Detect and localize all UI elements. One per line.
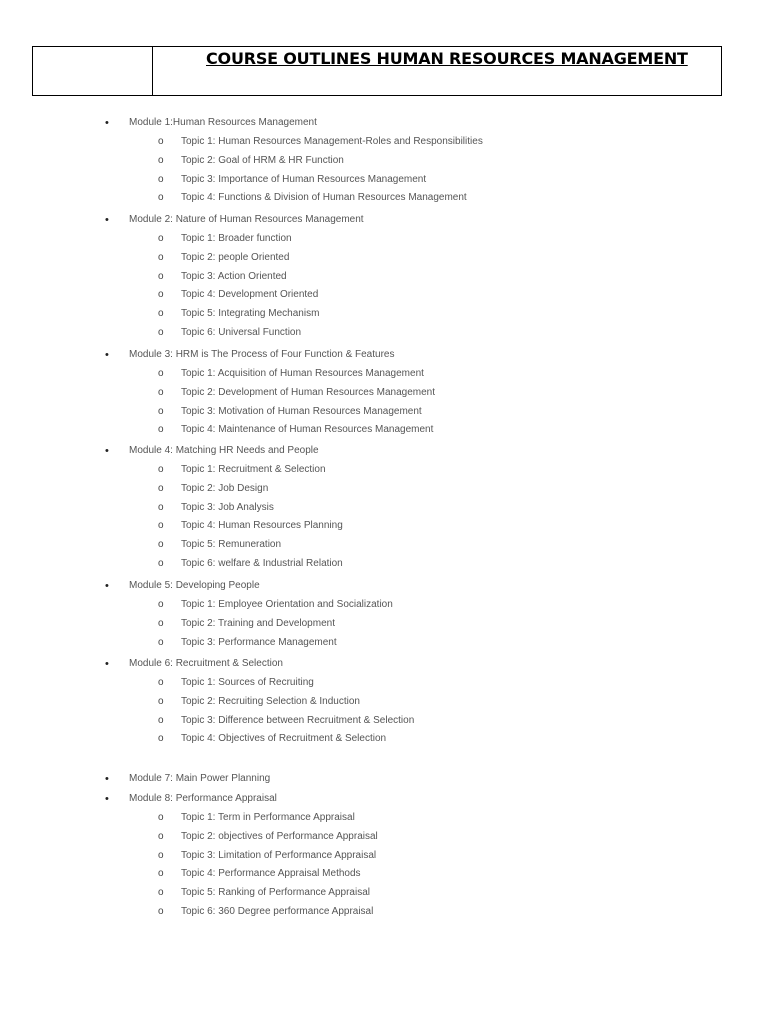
topic-item bbox=[0, 694, 768, 710]
bullet-icon: • bbox=[105, 445, 109, 457]
topic-item bbox=[0, 829, 768, 845]
topic-label: Topic 6: 360 Degree performance Appraisal bbox=[181, 906, 374, 917]
topic-item bbox=[0, 537, 768, 553]
topic-item bbox=[0, 810, 768, 826]
module-label: Module 5: Developing People bbox=[129, 580, 260, 591]
sub-bullet-icon: o bbox=[158, 464, 164, 475]
topic-label: Topic 4: Objectives of Recruitment & Selection bbox=[181, 733, 387, 745]
bullet-icon: • bbox=[105, 658, 109, 670]
module-item bbox=[0, 578, 768, 594]
topic-label: Topic 4: Performance Appraisal Methods bbox=[181, 868, 361, 880]
module-item bbox=[0, 212, 768, 228]
module-item bbox=[0, 771, 768, 787]
topic-item bbox=[0, 231, 768, 247]
sub-bullet-icon: o bbox=[158, 482, 164, 494]
topic-item bbox=[0, 848, 768, 864]
topic-item bbox=[0, 556, 768, 572]
topic-item bbox=[0, 269, 768, 285]
topic-item bbox=[0, 500, 768, 516]
topic-item bbox=[0, 597, 768, 613]
topic-label: Topic 5: Integrating Mechanism bbox=[181, 308, 320, 320]
sub-bullet-icon: o bbox=[158, 714, 164, 726]
bullet-icon: • bbox=[105, 580, 109, 592]
topic-label: Topic 2: Training and Development bbox=[181, 617, 335, 629]
module-item bbox=[0, 115, 768, 131]
sub-bullet-icon: o bbox=[158, 173, 164, 185]
topic-label: Topic 2: Job Design bbox=[181, 482, 269, 494]
topic-item bbox=[0, 731, 768, 747]
sub-bullet-icon: o bbox=[158, 289, 164, 301]
sub-bullet-icon: o bbox=[158, 368, 164, 379]
topic-label: Topic 5: Remuneration bbox=[181, 539, 282, 551]
topic-item bbox=[0, 250, 768, 266]
topic-item bbox=[0, 325, 768, 341]
module-item bbox=[0, 656, 768, 672]
sub-bullet-icon: o bbox=[158, 270, 164, 282]
topic-item bbox=[0, 635, 768, 651]
topic-label: Topic 3: Difference between Recruitment & Selection bbox=[181, 714, 415, 726]
sub-bullet-icon: o bbox=[158, 136, 164, 147]
bullet-icon: • bbox=[105, 349, 109, 361]
topic-item bbox=[0, 172, 768, 188]
sub-bullet-icon: o bbox=[158, 599, 164, 610]
topic-item bbox=[0, 481, 768, 497]
topic-label: Topic 2: Development of Human Resources Management bbox=[181, 386, 436, 398]
sub-bullet-icon: o bbox=[158, 539, 164, 551]
sub-bullet-icon: o bbox=[158, 251, 164, 263]
bullet-icon: • bbox=[105, 793, 109, 805]
topic-label: Topic 3: Importance of Human Resources Management bbox=[181, 173, 427, 185]
topic-item bbox=[0, 904, 768, 920]
topic-label: Topic 1: Recruitment & Selection bbox=[181, 464, 326, 475]
topic-item bbox=[0, 518, 768, 534]
module-label: Module 4: Matching HR Needs and People bbox=[129, 445, 319, 456]
topic-label: Topic 3: Motivation of Human Resources Management bbox=[181, 405, 422, 417]
sub-bullet-icon: o bbox=[158, 812, 164, 823]
topic-label: Topic 2: people Oriented bbox=[181, 251, 290, 263]
module-item bbox=[0, 443, 768, 459]
sub-bullet-icon: o bbox=[158, 501, 164, 513]
topic-item bbox=[0, 190, 768, 206]
topic-item bbox=[0, 153, 768, 169]
sub-bullet-icon: o bbox=[158, 558, 164, 569]
topic-label: Topic 4: Human Resources Planning bbox=[181, 520, 343, 532]
topic-item bbox=[0, 885, 768, 901]
sub-bullet-icon: o bbox=[158, 233, 164, 244]
topic-label: Topic 4: Functions & Division of Human Resources Management bbox=[181, 192, 467, 204]
sub-bullet-icon: o bbox=[158, 405, 164, 417]
topic-item bbox=[0, 616, 768, 632]
topic-label: Topic 4: Development Oriented bbox=[181, 289, 319, 301]
module-label: Module 3: HRM is The Process of Four Function & Features bbox=[129, 349, 395, 360]
topic-label: Topic 1: Employee Orientation and Socialization bbox=[181, 599, 393, 610]
topic-label: Topic 1: Acquisition of Human Resources Management bbox=[181, 368, 424, 379]
topic-label: Topic 1: Term in Performance Appraisal bbox=[181, 812, 355, 823]
sub-bullet-icon: o bbox=[158, 424, 164, 436]
bullet-icon: • bbox=[105, 117, 109, 129]
sub-bullet-icon: o bbox=[158, 636, 164, 648]
sub-bullet-icon: o bbox=[158, 154, 164, 166]
topic-item bbox=[0, 675, 768, 691]
topic-label: Topic 6: Universal Function bbox=[181, 327, 302, 338]
topic-item bbox=[0, 422, 768, 438]
sub-bullet-icon: o bbox=[158, 887, 164, 899]
topic-item bbox=[0, 306, 768, 322]
topic-item bbox=[0, 134, 768, 150]
sub-bullet-icon: o bbox=[158, 617, 164, 629]
module-label: Module 8: Performance Appraisal bbox=[129, 793, 277, 804]
topic-label: Topic 6: welfare & Industrial Relation bbox=[181, 558, 343, 569]
topic-label: Topic 1: Sources of Recruiting bbox=[181, 677, 314, 688]
topic-label: Topic 2: objectives of Performance Appraisal bbox=[181, 830, 378, 842]
sub-bullet-icon: o bbox=[158, 308, 164, 320]
sub-bullet-icon: o bbox=[158, 868, 164, 880]
topic-item bbox=[0, 385, 768, 401]
topic-label: Topic 2: Recruiting Selection & Induction bbox=[181, 695, 360, 707]
sub-bullet-icon: o bbox=[158, 830, 164, 842]
topic-item bbox=[0, 462, 768, 478]
topic-label: Topic 3: Job Analysis bbox=[181, 501, 274, 513]
module-item bbox=[0, 347, 768, 363]
sub-bullet-icon: o bbox=[158, 677, 164, 688]
sub-bullet-icon: o bbox=[158, 733, 164, 745]
module-label: Module 6: Recruitment & Selection bbox=[129, 658, 283, 669]
module-label: Module 2: Nature of Human Resources Management bbox=[129, 214, 364, 225]
module-label: Module 1:Human Resources Management bbox=[129, 117, 317, 128]
sub-bullet-icon: o bbox=[158, 327, 164, 338]
topic-item bbox=[0, 866, 768, 882]
sub-bullet-icon: o bbox=[158, 695, 164, 707]
topic-label: Topic 1: Broader function bbox=[181, 233, 292, 244]
topic-label: Topic 2: Goal of HRM & HR Function bbox=[181, 154, 344, 166]
sub-bullet-icon: o bbox=[158, 849, 164, 861]
topic-label: Topic 3: Limitation of Performance Appraisal bbox=[181, 849, 377, 861]
bullet-icon: • bbox=[105, 773, 109, 785]
document-title: COURSE OUTLINES HUMAN RESOURCES MANAGEMENT bbox=[206, 49, 688, 68]
topic-label: Topic 3: Performance Management bbox=[181, 636, 337, 648]
sub-bullet-icon: o bbox=[158, 520, 164, 532]
module-label: Module 7: Main Power Planning bbox=[129, 773, 271, 784]
sub-bullet-icon: o bbox=[158, 906, 164, 917]
topic-item bbox=[0, 713, 768, 729]
topic-item bbox=[0, 404, 768, 420]
topic-label: Topic 3: Action Oriented bbox=[181, 270, 287, 282]
topic-label: Topic 4: Maintenance of Human Resources Management bbox=[181, 424, 434, 436]
sub-bullet-icon: o bbox=[158, 386, 164, 398]
sub-bullet-icon: o bbox=[158, 192, 164, 204]
topic-label: Topic 5: Ranking of Performance Appraisal bbox=[181, 887, 370, 899]
topic-item bbox=[0, 366, 768, 382]
bullet-icon: • bbox=[105, 214, 109, 226]
module-item bbox=[0, 791, 768, 807]
topic-item bbox=[0, 287, 768, 303]
topic-label: Topic 1: Human Resources Management-Roles and Responsibilities bbox=[181, 136, 483, 147]
